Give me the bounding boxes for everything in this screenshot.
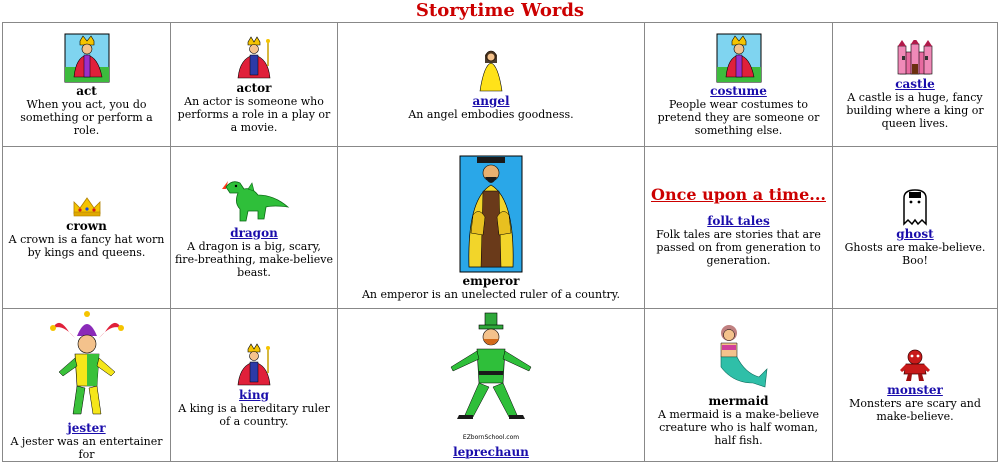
emperor-image <box>459 155 523 273</box>
ghost-image <box>901 188 929 226</box>
word-act: act <box>76 83 97 98</box>
cell-mermaid <box>644 308 832 462</box>
king-image <box>234 343 274 387</box>
word-crown: crown <box>66 219 107 233</box>
image-credit: EZbornSchool.com <box>462 434 520 441</box>
storytime-grid <box>2 22 998 462</box>
cell-emperor <box>337 146 644 308</box>
desc-castle: A castle is a huge, fancy building where a king or queen lives. <box>846 90 984 130</box>
desc-emperor: An emperor is an unelected ruler of a country. <box>361 287 621 301</box>
castle-image <box>896 40 934 76</box>
actor-image <box>234 36 274 80</box>
jester-link[interactable]: jester <box>67 420 106 435</box>
mermaid-image <box>709 323 769 393</box>
desc-king: A king is a hereditary ruler of a country. <box>178 401 330 428</box>
desc-act: When you act, you do something or perform a role. <box>20 97 153 137</box>
desc-mermaid: A mermaid is a make-believe creature who is half woman, half fish. <box>657 408 820 447</box>
cell-crown <box>2 146 170 308</box>
desc-crown: A crown is a fancy hat worn by kings and queens. <box>8 233 165 259</box>
leprechaun-image <box>445 311 537 431</box>
cell-dragon <box>170 146 337 308</box>
page-title: Storytime Words <box>415 0 585 21</box>
desc-monster: Monsters are scary and make-believe. <box>849 396 981 423</box>
cell-ghost <box>832 146 998 308</box>
angel-link[interactable]: angel <box>472 93 510 108</box>
table-row <box>2 146 998 308</box>
cell-castle <box>832 22 998 146</box>
angel-image <box>476 49 506 93</box>
desc-folk-tales: Folk tales are stories that are passed on from generation to generation. <box>656 228 821 267</box>
king-link[interactable]: king <box>239 387 269 402</box>
desc-actor: An actor is someone who performs a role in a play or a movie. <box>177 94 331 134</box>
cell-leprechaun <box>337 308 644 462</box>
dragon-image <box>218 177 290 225</box>
table-row <box>2 22 998 146</box>
castle-link[interactable]: castle <box>895 76 935 91</box>
cell-monster <box>832 308 998 462</box>
costume-link[interactable]: costume <box>710 83 767 98</box>
dragon-link[interactable]: dragon <box>230 225 278 240</box>
desc-ghost: Ghosts are make-believe. Boo! <box>844 241 986 267</box>
cell-actor <box>170 22 337 146</box>
word-mermaid: mermaid <box>708 394 769 408</box>
word-emperor: emperor <box>462 273 520 288</box>
cell-jester <box>2 308 170 462</box>
desc-dragon: A dragon is a big, scary, fire-breathing, make-believe beast. <box>174 239 334 279</box>
leprechaun-link[interactable]: leprechaun <box>453 445 529 459</box>
ghost-link[interactable]: ghost <box>896 227 934 241</box>
crown-image <box>72 196 102 218</box>
cell-angel <box>337 22 644 146</box>
costume-image <box>716 33 762 83</box>
desc-angel: An angel embodies goodness. <box>408 107 574 121</box>
folk-tales-link[interactable]: folk tales <box>707 214 770 228</box>
cell-costume <box>644 22 832 146</box>
desc-jester: A jester was an entertainer for <box>10 434 163 461</box>
cell-king <box>170 308 337 462</box>
table-row <box>2 308 998 462</box>
monster-image <box>898 348 932 382</box>
monster-link[interactable]: monster <box>887 382 943 397</box>
once-upon-a-time-link[interactable]: Once upon a time... <box>651 185 826 204</box>
cell-act <box>2 22 170 146</box>
cell-folk-tales <box>644 146 832 308</box>
jester-image <box>49 310 125 420</box>
desc-costume: People wear costumes to pretend they are someone or something else. <box>657 97 820 137</box>
word-actor: actor <box>236 80 272 95</box>
act-image <box>64 33 110 83</box>
